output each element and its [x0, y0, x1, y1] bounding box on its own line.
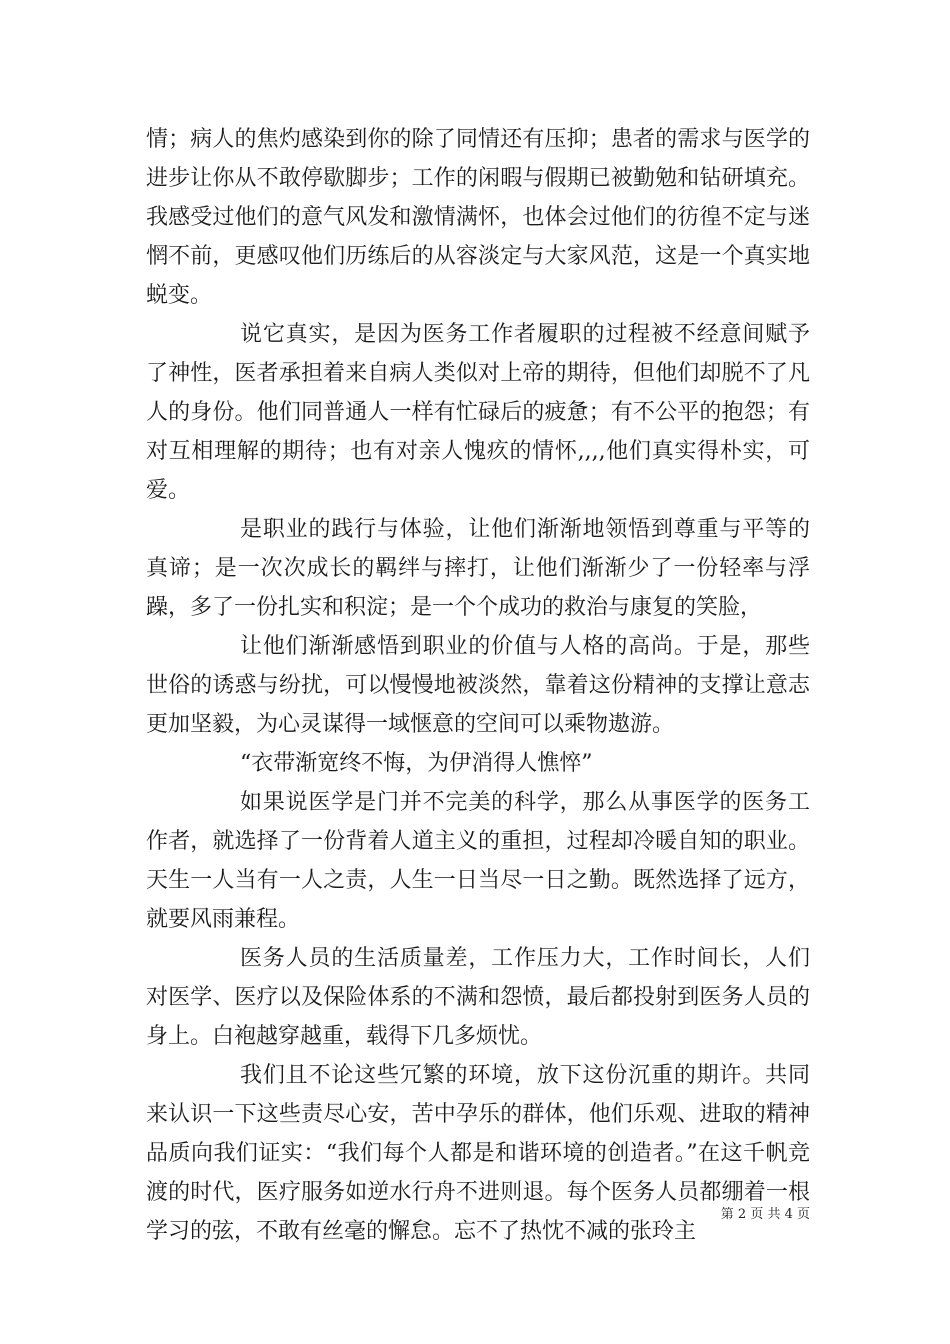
document-body [146, 120, 810, 1251]
paragraph-8: 我们且不论这些冗繁的环境，放下这份沉重的期许。共同来认识一下这些责尽心安，苦中孕乐的群体，他们乐观、进取的精神品质向我们证实：“我们每个人都是和谐环境的创造者。”在这千帆竞渡的时代，医疗服务如逆水行舟不进则退。每个医务人员都绷着一根学习的弦，不敢有丝毫的懈怠。忘不了热忱不减的张玲主 [146, 1063, 810, 1244]
paragraph-1: 情；病人的焦灼感染到你的除了同情还有压抑；患者的需求与医学的进步让你从不敢停歇脚步；工作的闲暇与假期已被勤勉和钻研填充。我感受过他们的意气风发和激情满怀，也体会过他们的彷徨不定与迷惘不前，更感叹他们历练后的从容淡定与大家风范，这是一个真实地蜕变。 [146, 127, 810, 308]
page-number-footer: 第 2 页 共 4 页 [720, 1207, 810, 1222]
paragraph-6: 如果说医学是门并不完美的科学，那么从事医学的医务工作者，就选择了一份背着人道主义的重担，过程却冷暖自知的职业。天生一人当有一人之责，人生一日当尽一日之勤。既然选择了远方，就要风雨兼程。 [146, 790, 810, 932]
paragraph-7: 医务人员的生活质量差，工作压力大，工作时间长，人们对医学、医疗以及保险体系的不满和怨愤，最后都投射到医务人员的身上。白袍越穿越重，载得下几多烦忧。 [146, 946, 810, 1049]
paragraph-2: 说它真实，是因为医务工作者履职的过程被不经意间赋予了神性，医者承担着来自病人类似对上帝的期待，但他们却脱不了凡人的身份。他们同普通人一样有忙碌后的疲惫；有不公平的抱怨；有对互相理解的期待；也有对亲人愧疚的情怀,,,,他们真实得朴实，可爱。 [146, 322, 810, 503]
paragraph-4: 让他们渐渐感悟到职业的价值与人格的高尚。于是，那些世俗的诱惑与纷扰，可以慢慢地被淡然，靠着这份精神的支撑让意志更加坚毅，为心灵谋得一域惬意的空间可以乘物遨游。 [146, 634, 810, 737]
quote-line: “衣带渐宽终不悔，为伊消得人憔悴” [240, 751, 593, 776]
paragraph-3: 是职业的践行与体验，让他们渐渐地领悟到尊重与平等的真谛；是一次次成长的羁绊与摔打，让他们渐渐少了一份轻率与浮躁，多了一份扎实和积淀；是一个个成功的救治与康复的笑脸， [146, 517, 810, 620]
